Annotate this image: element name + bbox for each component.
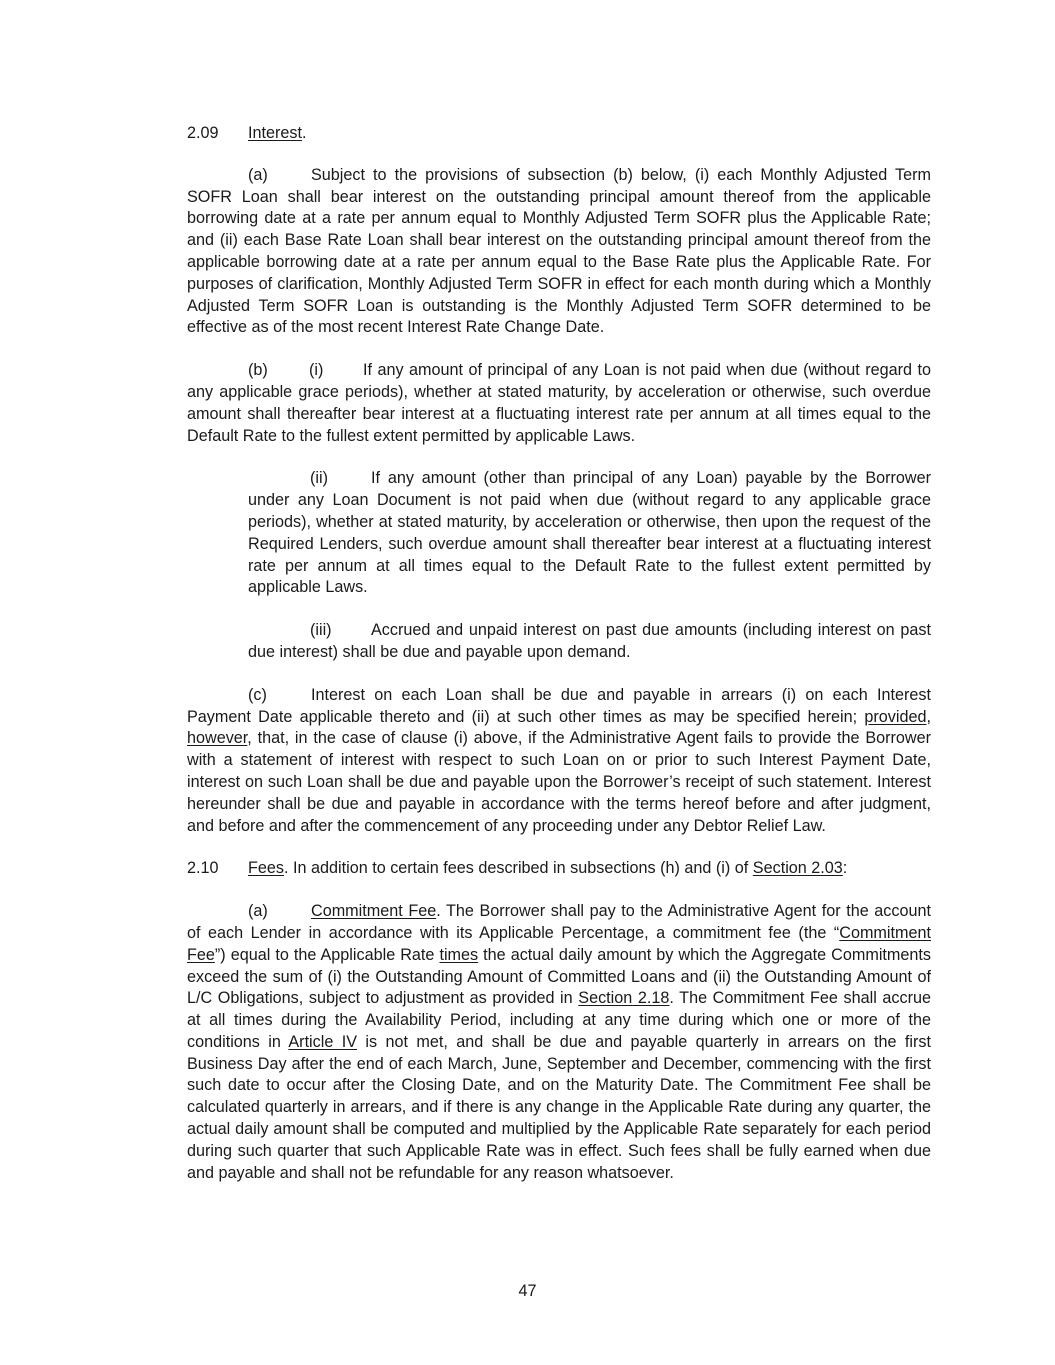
paragraph-text: the actual daily amount by which the Aggregate Commitments exceed the sum of (i) the Outstanding Amount of Committed Loans and (ii) the Outstanding Amount of L/C Obligations, subject to adjustment as provided in: [187, 945, 931, 1008]
paragraph-2-09-c: [187, 685, 931, 838]
commitment-fee-heading: Commitment Fee: [311, 902, 437, 921]
section-title: Interest: [248, 124, 302, 142]
paragraph-text: . The Borrower shall pay to the Administrative Agent for the account of each Lender in accordance with its Applicable Percentage, a commitment fee (the “: [187, 902, 931, 942]
paragraph-text: Accrued and unpaid interest on past due amounts (including interest on past due interest) shall be due and payable upon demand.: [248, 621, 931, 661]
paragraph-label: (c): [248, 685, 267, 704]
section-title-suffix: .: [302, 124, 307, 142]
paragraph-2-10-a: [187, 901, 931, 1184]
subparagraph-label: (i): [309, 361, 324, 380]
section-title: Fees: [248, 859, 284, 878]
provided-term: provided: [864, 707, 927, 726]
section-2-09-heading: [187, 123, 931, 145]
indented-subparagraphs: [248, 468, 931, 663]
paragraph-2-09-a: [187, 165, 931, 339]
paragraph-text: If any amount (other than principal of any Loan) payable by the Borrower under any Loan Document is not paid when due (without regard to any applicable grace periods), whether at stated maturity, by acceleration or otherwise, then upon the request of the Required Lenders, such overdue amount shall thereafter bear interest at a fluctuating interest rate per annum at all times equal to the Default Rate to the fullest extent permitted by applicable Laws.: [248, 469, 931, 597]
document-page: [187, 123, 931, 1205]
paragraph-text: Subject to the provisions of subsection (b) below, (i) each Monthly Adjusted Term SOFR Loan shall bear interest on the outstanding principal amount thereof from the applicable borrowing date at a rate per annum equal to Monthly Adjusted Term SOFR plus the Applicable Rate; and (ii) each Base Rate Loan shall bear interest on the outstanding principal amount thereof from the applicable borrowing date at a rate per annum equal to the Base Rate plus the Applicable Rate. For purposes of clarification, Monthly Adjusted Term SOFR in effect for each month during which a Monthly Adjusted Term SOFR Loan is outstanding is the Monthly Adjusted Term SOFR determined to be effective as of the most recent Interest Rate Change Date.: [187, 165, 931, 337]
however-term: however: [187, 729, 248, 748]
paragraph-2-09-b-i: [187, 360, 931, 447]
subparagraph-label: (ii): [310, 469, 328, 488]
comma: ,: [926, 707, 931, 726]
times-term: times: [439, 945, 479, 964]
paragraph-text: . The Commitment Fee shall accrue at all times during the Availability Period, including at any time during which one or more of the conditions in: [187, 989, 931, 1051]
paragraph-2-09-b-iii: [248, 620, 931, 664]
paragraph-label: (a): [248, 165, 268, 184]
paragraph-2-09-b-ii: [248, 468, 931, 599]
commitment-fee-defined-term: Commitment Fee: [187, 923, 931, 964]
section-number: 2.09: [187, 124, 219, 142]
paragraph-text: Interest on each Loan shall be due and payable in arrears (i) on each Interest Payment Date applicable thereto and (ii) at such other times as may be specified herein;: [187, 685, 931, 726]
paragraph-text: , that, in the case of clause (i) above, if the Administrative Agent fails to provide the Borrower with a statement of interest with respect to such Loan on or prior to such Interest Payment Date, interest on such Loan shall be due and payable upon the Borrower’s receipt of such statement. Interest hereunder shall be due and payable in accordance with the terms hereof before and after judgment, and before and after the commencement of any proceeding under any Debtor Relief Law.: [187, 729, 931, 835]
section-intro-end: :: [842, 859, 848, 878]
section-2-18-reference: Section 2.18: [578, 989, 670, 1008]
article-iv-reference: Article IV: [288, 1032, 358, 1051]
section-2-03-reference: Section 2.03: [752, 859, 843, 878]
paragraph-text: If any amount of principal of any Loan is not paid when due (without regard to any applicable grace periods), whether at stated maturity, by acceleration or otherwise, such overdue amount shall thereafter bear interest at a fluctuating interest rate per annum at all times equal to the Default Rate to the fullest extent permitted by applicable Laws.: [187, 361, 931, 445]
page-number: 47: [518, 1282, 537, 1300]
section-number: 2.10: [187, 859, 219, 878]
paragraph-text: ”) equal to the Applicable Rate: [214, 945, 440, 964]
section-2-10-heading: [187, 858, 931, 880]
paragraph-label: (b): [248, 361, 268, 380]
section-intro: . In addition to certain fees described in subsections (h) and (i) of: [284, 859, 753, 878]
paragraph-text: is not met, and shall be due and payable quarterly in arrears on the first Business Day after the end of each March, June, September and December, commencing with the first such date to occur after the Closing Date, and on the Maturity Date. The Commitment Fee shall be calculated quarterly in arrears, and if there is any change in the Applicable Rate during any quarter, the actual daily amount shall be computed and multiplied by the Applicable Rate separately for each period during such quarter that such Applicable Rate was in effect. Such fees shall be fully earned when due and payable and shall not be refundable for any reason whatsoever.: [187, 1032, 931, 1182]
paragraph-label: (a): [248, 902, 268, 921]
subparagraph-label: (iii): [310, 621, 332, 640]
